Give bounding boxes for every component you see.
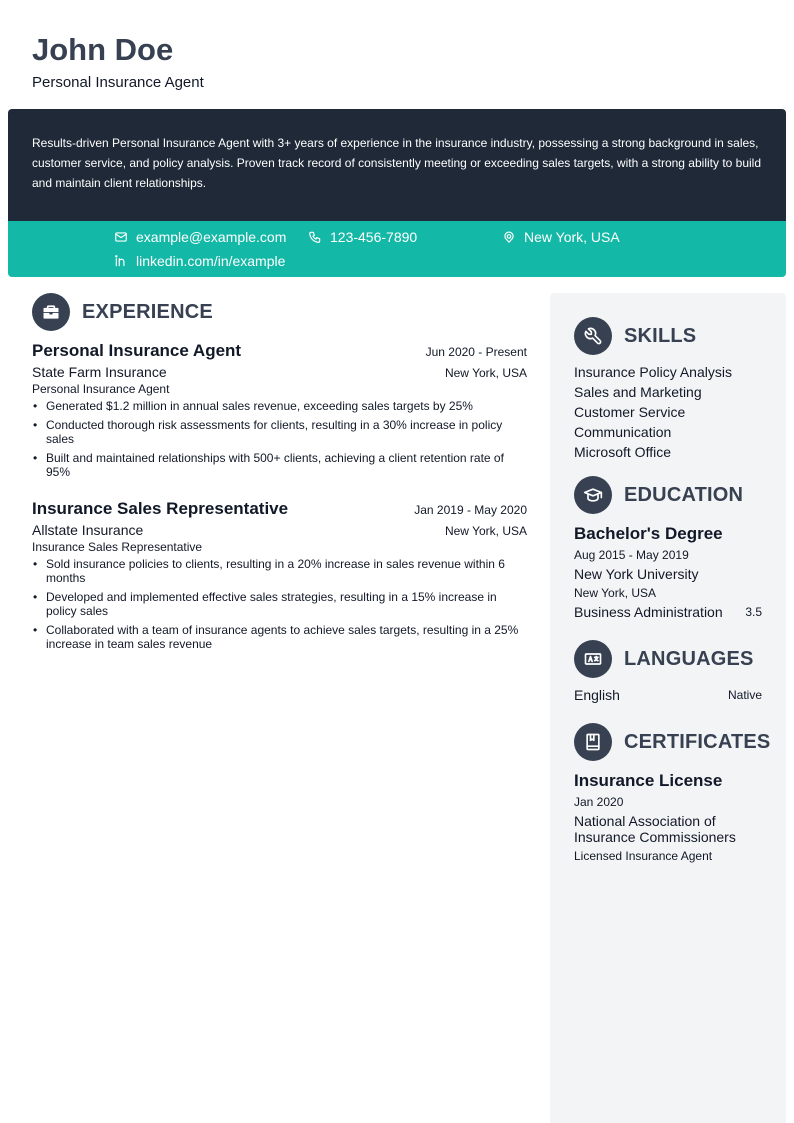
skill-item: Insurance Policy Analysis: [574, 364, 732, 380]
job-entry: [32, 341, 527, 484]
briefcase-icon: [41, 302, 61, 322]
location-pin-icon: [502, 230, 516, 244]
graduation-cap-icon: [583, 485, 603, 505]
job-dates: Jan 2019 - May 2020: [414, 503, 527, 517]
skills-title: SKILLS: [624, 324, 697, 347]
job-bullet: • Collaborated with a team of insurance agents to achieve sales targets, resulting in a 25% increase in team sales revenue: [32, 623, 527, 651]
header: [32, 30, 204, 91]
certificate-issuer: National Association of Insurance Commissioners: [574, 813, 736, 845]
job-bullet: • Conducted thorough risk assessments for clients, resulting in a 30% increase in policy sales: [32, 418, 527, 446]
skill-item: Communication: [574, 424, 672, 440]
job-title: Personal Insurance Agent: [32, 341, 242, 360]
phone-text: 123-456-7890: [330, 229, 418, 245]
experience-icon-circle: [32, 293, 70, 331]
contact-bar: [8, 221, 786, 277]
experience-heading: [32, 293, 213, 331]
job-company: State Farm Insurance: [32, 364, 167, 380]
summary-text: Results-driven Personal Insurance Agent with 3+ years of experience in the insurance industry, possessing a strong background in sales, customer service, and policy analysis. Proven track record of consistently meeting or exceeding sales targets, with a strong ability to build and maintain client relationships.: [32, 136, 762, 190]
languages-icon-circle: [574, 640, 612, 678]
job-bullet: • Developed and implemented effective sales strategies, resulting in a 15% increase in policy sales: [32, 590, 527, 618]
job-role: Personal Insurance Agent: [32, 382, 170, 396]
email-icon: [114, 230, 128, 244]
education-icon-circle: [574, 476, 612, 514]
skill-item: Sales and Marketing: [574, 384, 702, 400]
language-name: English: [574, 687, 620, 703]
language-level: Native: [727, 688, 762, 702]
education-dates: Aug 2015 - May 2019: [574, 548, 689, 562]
contact-linkedin[interactable]: [114, 253, 285, 269]
job-dates: Jun 2020 - Present: [425, 345, 527, 359]
job-bullets: [32, 399, 527, 479]
skills-icon-circle: [574, 317, 612, 355]
education-title: EDUCATION: [624, 483, 744, 506]
education-location: New York, USA: [574, 586, 657, 600]
certificate-icon: [583, 732, 603, 752]
summary-box: [8, 109, 786, 221]
candidate-title: Personal Insurance Agent: [32, 74, 204, 91]
candidate-name: John Doe: [32, 32, 174, 67]
linkedin-text: linkedin.com/in/example: [136, 253, 286, 269]
language-icon: [583, 649, 603, 669]
contact-email[interactable]: [114, 229, 286, 245]
contact-location: [502, 229, 620, 245]
certificate-name: Insurance License: [574, 771, 723, 790]
education-degree: Bachelor's Degree: [574, 524, 723, 543]
certificates-title: CERTIFICATES: [624, 730, 771, 753]
job-bullets: [32, 557, 527, 651]
job-role: Insurance Sales Representative: [32, 540, 203, 554]
job-company: Allstate Insurance: [32, 522, 144, 538]
job-entry: [32, 499, 527, 656]
skill-item: Customer Service: [574, 404, 686, 420]
location-text: New York, USA: [524, 229, 620, 245]
email-text: example@example.com: [136, 229, 287, 245]
wrench-icon: [583, 326, 603, 346]
certificates-heading: [574, 723, 770, 761]
job-location: New York, USA: [444, 524, 527, 538]
job-bullet: • Built and maintained relationships with 500+ clients, achieving a client retention rate of 95%: [32, 451, 527, 479]
phone-icon: [308, 230, 322, 244]
languages-heading: [574, 640, 754, 678]
education-school: New York University: [574, 566, 699, 582]
job-bullet: • Generated $1.2 million in annual sales revenue, exceeding sales targets by 25%: [32, 399, 527, 413]
job-bullet: • Sold insurance policies to clients, resulting in a 20% increase in sales revenue within 6 months: [32, 557, 527, 585]
certificates-icon-circle: [574, 723, 612, 761]
linkedin-icon: [114, 254, 128, 268]
skills-heading: [574, 317, 696, 355]
certificate-date: Jan 2020: [574, 795, 624, 809]
experience-title: EXPERIENCE: [82, 300, 213, 323]
education-gpa: 3.5: [745, 605, 762, 619]
education-field: Business Administration: [574, 604, 723, 620]
contact-phone[interactable]: [308, 229, 417, 245]
languages-title: LANGUAGES: [624, 647, 754, 670]
skill-item: Microsoft Office: [574, 444, 671, 460]
job-title: Insurance Sales Representative: [32, 499, 289, 518]
certificate-description: Licensed Insurance Agent: [574, 849, 713, 863]
job-location: New York, USA: [444, 366, 527, 380]
education-heading: [574, 476, 743, 514]
